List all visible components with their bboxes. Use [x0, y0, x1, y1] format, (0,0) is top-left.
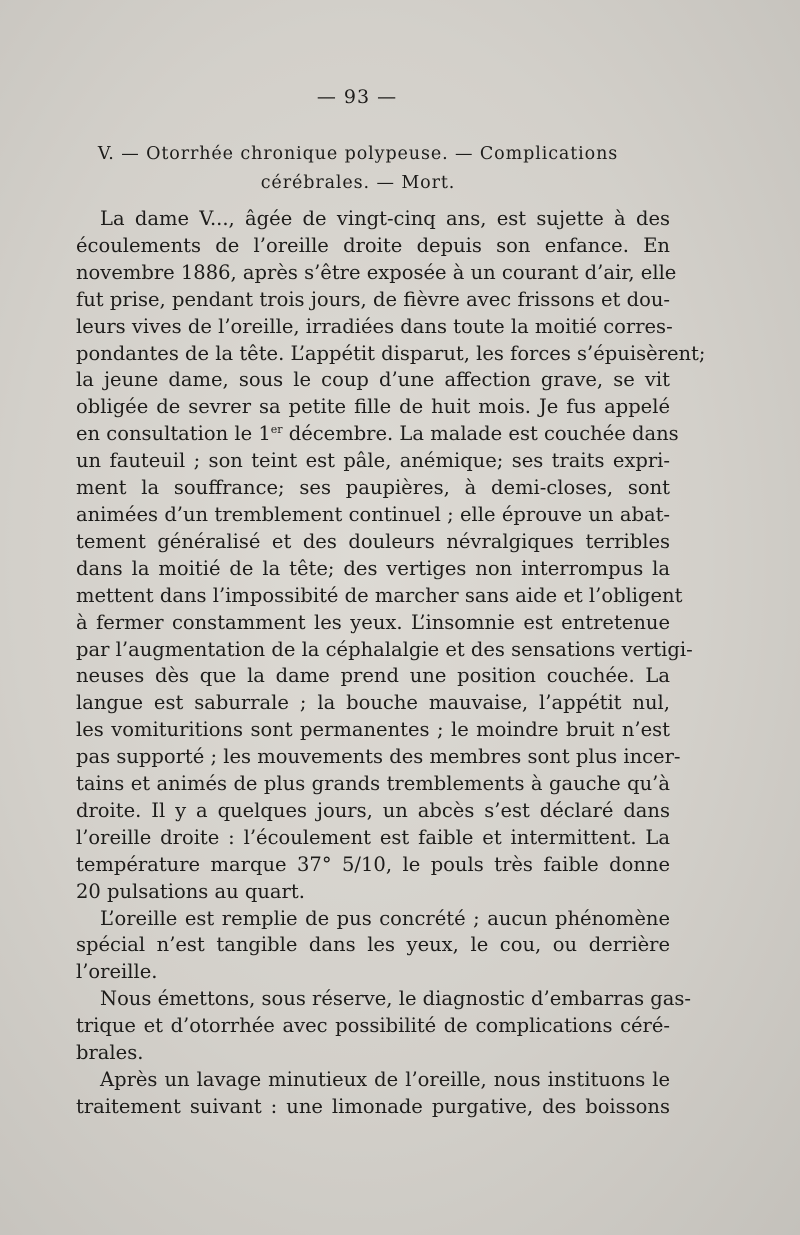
- text-line: trique et d’otorrhée avec possibilité de complications céré-: [76, 1014, 670, 1038]
- text-line: l’oreille droite : l’écoulement est faible et intermittent. La: [76, 825, 670, 849]
- text-line: langue est saburrale ; la bouche mauvaise, l’appétit nul,: [76, 691, 670, 715]
- text-line: animées d’un tremblement continuel ; elle éprouve un abat-: [76, 502, 670, 526]
- text-line: leurs vives de l’oreille, irradiées dans toute la moitié corres-: [76, 314, 673, 338]
- page-number: — 93 —: [316, 86, 398, 108]
- text-line: [76, 421, 679, 448]
- text-line: novembre 1886, après s’être exposée à un courant d’air, elle: [76, 260, 677, 284]
- text-line: l’oreille.: [76, 960, 158, 984]
- text-segment: décembre. La malade est couchée dans: [282, 422, 679, 446]
- text-line: pondantes de la tête. L’appétit disparut, les forces s’épuisèrent;: [76, 341, 706, 365]
- heading-line-1: V. — Otorrhée chronique polypeuse. — Complications: [97, 144, 619, 164]
- text-line: Nous émettons, sous réserve, le diagnostic d’embarras gas-: [100, 987, 692, 1011]
- text-line: brales.: [76, 1041, 144, 1065]
- text-line: écoulements de l’oreille droite depuis son enfance. En: [76, 233, 670, 257]
- text-line: la jeune dame, sous le coup d’une affection grave, se vit: [76, 368, 670, 392]
- text-line: spécial n’est tangible dans les yeux, le cou, ou derrière: [76, 933, 670, 957]
- text-line: dans la moitié de la tête; des vertiges non interrompus la: [76, 556, 670, 580]
- text-line: L’oreille est remplie de pus concrété ; aucun phénomène: [100, 906, 670, 930]
- text-line: 20 pulsations au quart.: [76, 879, 305, 903]
- text-line: température marque 37° 5/10, le pouls très faible donne: [76, 852, 670, 876]
- text-line: fut prise, pendant trois jours, de fièvre avec frissons et dou-: [76, 287, 670, 311]
- text-line: par l’augmentation de la céphalalgie et des sensations vertigi-: [76, 637, 693, 661]
- text-line: tement généralisé et des douleurs névralgiques terribles: [76, 529, 670, 553]
- text-line: à fermer constamment les yeux. L’insomnie est entretenue: [76, 610, 670, 634]
- superscript: er: [270, 423, 283, 437]
- body-text: [76, 206, 706, 1121]
- text-line: droite. Il y a quelques jours, un abcès s’est déclaré dans: [76, 798, 670, 822]
- text-line: ment la souffrance; ses paupières, à demi-closes, sont: [76, 476, 670, 500]
- text-line: neuses dès que la dame prend une position couchée. La: [76, 664, 670, 688]
- text-line: traitement suivant : une limonade purgative, des boissons: [76, 1094, 670, 1118]
- text-line: pas supporté ; les mouvements des membres sont plus incer-: [76, 745, 681, 769]
- text-segment: en consultation le 1: [76, 422, 271, 446]
- text-line: mettent dans l’impossibité de marcher sans aide et l’obligent: [76, 583, 683, 607]
- text-line: obligée de sevrer sa petite fille de huit mois. Je fus appelé: [76, 395, 670, 419]
- text-line: La dame V..., âgée de vingt-cinq ans, est sujette à des: [100, 207, 670, 230]
- text-line: un fauteuil ; son teint est pâle, anémique; ses traits expri-: [76, 449, 670, 473]
- text-line: les vomituritions sont permanentes ; le moindre bruit n’est: [76, 718, 670, 742]
- section-heading: [58, 140, 658, 198]
- text-line: tains et animés de plus grands tremblements à gauche qu’à: [76, 772, 670, 796]
- text-line: Après un lavage minutieux de l’oreille, nous instituons le: [100, 1068, 670, 1091]
- heading-line-2: cérébrales. — Mort.: [260, 173, 456, 193]
